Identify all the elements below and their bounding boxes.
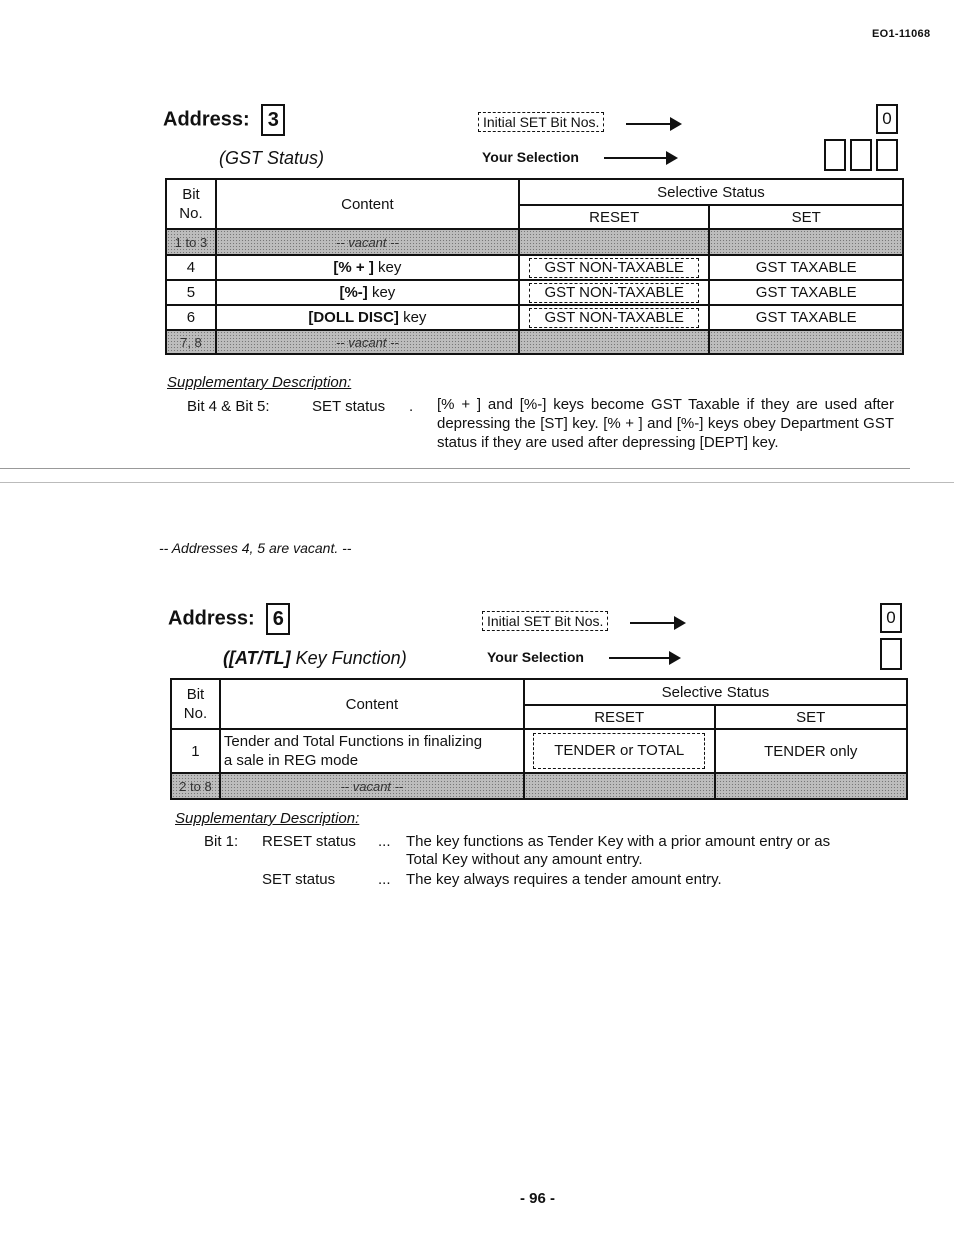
- col-status-header: Selective Status: [519, 179, 903, 205]
- table-row: [166, 229, 903, 255]
- arrow-icon: [626, 123, 672, 125]
- content-cell: [216, 255, 519, 280]
- reset-value: GST NON-TAXABLE: [529, 308, 698, 328]
- address-6-subtitle: [223, 648, 407, 669]
- address-label: Address:: [168, 607, 255, 630]
- address-3-subtitle: (GST Status): [219, 148, 325, 168]
- supp-bits-label: Bit 4 & Bit 5:: [187, 398, 270, 415]
- set-cell: TENDER only: [715, 729, 907, 773]
- address-number: 3: [261, 104, 285, 136]
- content-cell: -- vacant --: [220, 773, 524, 799]
- col-set-header: SET: [709, 205, 903, 229]
- arrow-icon: [604, 157, 668, 159]
- col-set-header: SET: [715, 705, 907, 729]
- initial-set-label: Initial SET Bit Nos.: [482, 611, 608, 631]
- subtitle-rest: Key Function): [290, 648, 407, 668]
- set-status-label: SET status: [262, 871, 336, 888]
- set-cell: [709, 229, 903, 255]
- supplementary-heading: Supplementary Description:: [167, 374, 352, 391]
- set-cell: [715, 773, 907, 799]
- content-cell: [216, 280, 519, 305]
- supp-status-label: SET status: [312, 398, 386, 415]
- table-row: [166, 330, 903, 354]
- reset-cell: [524, 729, 715, 773]
- reset-value: GST NON-TAXABLE: [529, 283, 698, 303]
- initial-set-label: Initial SET Bit Nos.: [478, 112, 604, 132]
- selection-box[interactable]: [850, 139, 872, 171]
- page-number: - 96 -: [520, 1190, 556, 1207]
- bit-cell: 1: [171, 729, 220, 773]
- set-cell: [709, 330, 903, 354]
- table-row: [166, 280, 903, 305]
- key-suffix: key: [367, 284, 396, 301]
- supplementary-heading: Supplementary Description:: [175, 810, 360, 827]
- vacant-note: -- Addresses 4, 5 are vacant. --: [159, 540, 352, 556]
- set-cell: GST TAXABLE: [709, 280, 903, 305]
- content-cell: -- vacant --: [216, 330, 519, 354]
- supp-description: [% + ] and [%-] keys become GST Taxable if they are used after depressing the [ST] key. [% + ] and [%-] keys obey Department GST status if they are used after depressing [DEPT] key.: [437, 396, 894, 451]
- key-suffix: key: [373, 259, 402, 276]
- reset-cell: [519, 255, 710, 280]
- selection-box[interactable]: [876, 139, 898, 171]
- initial-value-box: 0: [876, 104, 898, 134]
- set-dots: ...: [378, 871, 391, 888]
- key-name: [% + ]: [333, 259, 374, 276]
- supp-bit-label: Bit 1:: [204, 833, 239, 850]
- selection-box[interactable]: [880, 638, 902, 670]
- bit-cell: 4: [166, 255, 216, 280]
- reset-dots: ...: [378, 833, 391, 850]
- address-6-heading: [168, 603, 290, 635]
- reset-cell: [519, 280, 710, 305]
- arrow-icon: [609, 657, 671, 659]
- reset-description: Total Key without any amount entry.: [406, 851, 643, 868]
- col-reset-header: RESET: [524, 705, 715, 729]
- reset-value: GST NON-TAXABLE: [529, 258, 698, 278]
- reset-cell: [519, 305, 710, 330]
- col-content-header: Content: [216, 179, 519, 229]
- your-selection-label: Your Selection: [482, 149, 579, 165]
- table-row: [166, 305, 903, 330]
- bit-cell: 5: [166, 280, 216, 305]
- reset-status-label: RESET status: [262, 833, 356, 850]
- bit-cell: 6: [166, 305, 216, 330]
- reset-cell: [519, 229, 710, 255]
- content-cell: [216, 305, 519, 330]
- col-reset-header: RESET: [519, 205, 710, 229]
- content-cell: -- vacant --: [216, 229, 519, 255]
- set-cell: GST TAXABLE: [709, 305, 903, 330]
- reset-description: The key functions as Tender Key with a prior amount entry or as: [406, 833, 831, 850]
- initial-value-box: 0: [880, 603, 902, 633]
- bit-cell: 7, 8: [166, 330, 216, 354]
- document-number: EO1-11068: [872, 28, 931, 40]
- col-status-header: Selective Status: [524, 679, 907, 705]
- col-bit-header: Bit No.: [166, 179, 216, 229]
- reset-value: TENDER or TOTAL: [533, 733, 705, 769]
- reset-cell: [519, 330, 710, 354]
- content-line: Tender and Total Functions in finalizing: [223, 733, 483, 750]
- subtitle-key: ([AT/TL]: [223, 648, 291, 668]
- col-content-header: Content: [220, 679, 524, 729]
- key-name: [%-]: [339, 284, 368, 301]
- set-description: The key always requires a tender amount entry.: [406, 871, 722, 888]
- content-cell: [220, 729, 524, 773]
- address-3-table: [165, 178, 904, 355]
- divider: [0, 482, 954, 483]
- bit-cell: 1 to 3: [166, 229, 216, 255]
- supp-dot: .: [409, 398, 414, 415]
- col-bit-header: Bit No.: [171, 679, 220, 729]
- divider: [0, 468, 910, 469]
- set-cell: GST TAXABLE: [709, 255, 903, 280]
- table-row: [171, 729, 907, 773]
- address-3-heading: [163, 104, 285, 136]
- table-row: [171, 773, 907, 799]
- address-label: Address:: [163, 108, 250, 131]
- key-name: [DOLL DISC]: [308, 309, 399, 326]
- address-number: 6: [266, 603, 290, 635]
- arrow-icon: [630, 622, 676, 624]
- table-row: [166, 255, 903, 280]
- your-selection-label: Your Selection: [487, 649, 584, 665]
- bit-cell: 2 to 8: [171, 773, 220, 799]
- reset-cell: [524, 773, 715, 799]
- content-line: a sale in REG mode: [223, 752, 359, 769]
- key-suffix: key: [398, 309, 427, 326]
- address-6-table: [170, 678, 908, 800]
- selection-box[interactable]: [824, 139, 846, 171]
